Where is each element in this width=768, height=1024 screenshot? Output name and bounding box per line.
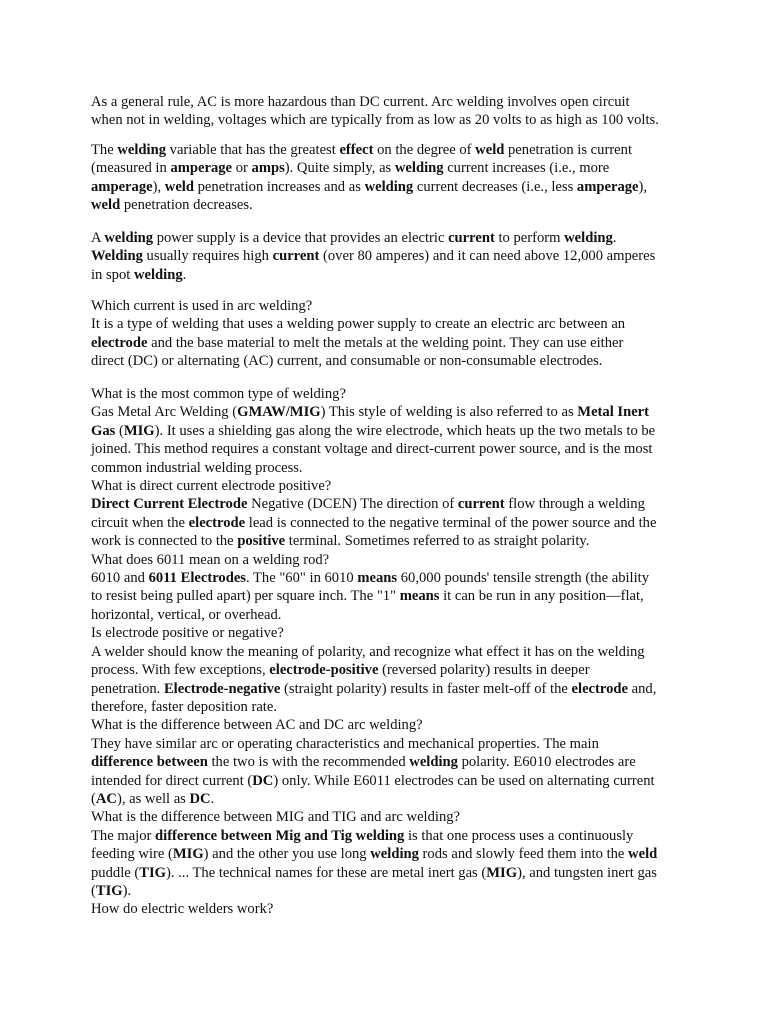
bold-text: MIG <box>486 864 518 881</box>
bold-text: DC <box>189 790 211 807</box>
text-run: . The "60" in 6010 <box>245 570 358 587</box>
text-run: power supply is a device that provides an electric <box>153 230 449 246</box>
text-run: What is the difference between AC and DC arc welding? <box>91 717 423 734</box>
text-run: ) This style of welding is also referred to as <box>320 404 578 421</box>
text-run: Gas Metal Arc Welding ( <box>91 404 238 421</box>
text-line <box>91 459 685 477</box>
text-run: current decreases (i.e., less <box>413 178 577 195</box>
text-run: . <box>182 266 187 283</box>
text-line <box>91 315 685 333</box>
paragraph-ac-hazard <box>91 93 685 130</box>
text-line <box>91 606 685 624</box>
text-line <box>91 385 685 403</box>
bold-text: DC <box>252 772 274 789</box>
text-run: ( <box>91 882 96 899</box>
text-run: penetration is current <box>504 142 633 158</box>
bold-text: Welding <box>91 248 143 265</box>
bold-text: weld <box>475 142 505 158</box>
text-run: (straight polarity) results in faster melt-off of the <box>280 680 572 697</box>
text-run: common industrial welding process. <box>91 459 303 476</box>
bold-text: welding <box>409 754 458 771</box>
text-run: (over 80 amperes) and it can need above 12,000 amperes <box>319 248 656 265</box>
text-run: The <box>91 142 118 158</box>
text-run: . <box>210 790 215 807</box>
text-line <box>91 352 685 370</box>
text-run: ), and tungsten inert gas <box>517 864 657 881</box>
text-line <box>91 753 685 771</box>
text-line <box>91 495 685 513</box>
text-line <box>91 643 685 661</box>
text-line <box>91 440 685 458</box>
text-line <box>91 93 685 111</box>
bold-text: welding <box>133 266 183 283</box>
text-run: it can be run in any position—flat, <box>439 588 644 605</box>
bold-text: amperage <box>576 178 639 195</box>
text-line <box>91 845 685 863</box>
bold-text: weld <box>164 178 194 195</box>
text-line <box>91 178 685 196</box>
text-run: 6010 and <box>91 570 149 587</box>
bold-text: electrode <box>188 514 246 531</box>
bold-text: MIG <box>172 846 204 863</box>
text-run: feeding wire ( <box>91 846 173 863</box>
text-run: It is a type of welding that uses a welding power supply to create an electric arc between an <box>91 316 626 333</box>
text-line <box>91 532 685 550</box>
text-run: The major <box>91 827 156 844</box>
bold-text: means <box>399 588 440 605</box>
text-line <box>91 661 685 679</box>
text-run: ). <box>122 882 132 899</box>
text-run: usually requires high <box>142 248 273 265</box>
bold-text: Direct Current Electrode <box>91 496 248 513</box>
text-run: the two is with the recommended <box>207 754 410 771</box>
bold-text: current <box>457 496 505 513</box>
text-run: puddle ( <box>91 864 140 881</box>
text-line <box>91 403 685 421</box>
text-run: (reversed polarity) results in deeper <box>378 662 590 679</box>
text-line <box>91 551 685 569</box>
bold-text: welding <box>394 160 444 177</box>
text-run: in spot <box>91 266 134 283</box>
paragraph-power-supply <box>91 229 685 284</box>
bold-text: weld <box>628 846 658 863</box>
bold-text: difference between <box>91 754 208 771</box>
text-run: Which current is used in arc welding? <box>91 298 313 314</box>
bold-text: 6011 Electrodes <box>148 570 246 587</box>
text-run: on the degree of <box>373 142 476 158</box>
bold-text: positive <box>237 533 286 550</box>
text-run: flow through a welding <box>504 496 645 513</box>
text-run: direct (DC) or alternating (AC) current, and consumable or non-consumable electrodes. <box>91 353 603 370</box>
text-line <box>91 569 685 587</box>
bold-text: amperage <box>170 160 233 177</box>
text-run: when not in welding, voltages which are typically from as low as 20 volts to as high as 100 volts. <box>91 112 659 129</box>
bold-text: Electrode-negative <box>163 680 281 697</box>
paragraph-arc-welding-current <box>91 297 685 371</box>
bold-text: electrode-positive <box>269 662 379 679</box>
paragraph-faq <box>91 385 685 919</box>
bold-text: TIG <box>95 882 123 899</box>
text-run: ), as well as <box>116 790 190 807</box>
bold-text: effect <box>339 142 374 158</box>
bold-text: difference between Mig and Tig welding <box>155 827 405 844</box>
text-line <box>91 196 685 214</box>
text-line <box>91 698 685 716</box>
bold-text: Gas <box>91 422 116 439</box>
text-run: ) and the other you use long <box>203 846 371 863</box>
bold-text: MIG <box>123 422 155 439</box>
text-run: ). It uses a shielding gas along the wire electrode, which heats up the two metals to be <box>154 422 656 439</box>
text-line <box>91 477 685 495</box>
text-run: intended for direct current ( <box>91 772 253 789</box>
text-line <box>91 735 685 753</box>
text-run: What is the difference between MIG and TIG and arc welding? <box>91 809 461 826</box>
text-run: joined. This method requires a constant voltage and direct-current power source, and is the most <box>91 441 653 458</box>
text-line <box>91 297 685 315</box>
text-line <box>91 587 685 605</box>
text-run: penetration. <box>91 680 164 697</box>
text-run: ), <box>638 178 648 195</box>
bold-text: amps <box>251 160 285 177</box>
text-line <box>91 422 685 440</box>
text-run: . <box>612 230 617 246</box>
text-run: 60,000 pounds' tensile strength (the ability <box>397 570 649 587</box>
text-line <box>91 229 685 247</box>
text-line <box>91 111 685 129</box>
bold-text: weld <box>91 197 121 214</box>
bold-text: electrode <box>91 334 148 351</box>
text-line <box>91 624 685 642</box>
text-run: Is electrode positive or negative? <box>91 625 284 642</box>
text-run: process. With few exceptions, <box>91 662 270 679</box>
text-line <box>91 141 685 159</box>
text-line <box>91 514 685 532</box>
text-run: rods and slowly feed them into the <box>418 846 629 863</box>
text-run: horizontal, vertical, or overhead. <box>91 606 282 623</box>
bold-text: welding <box>564 230 613 246</box>
text-run: penetration decreases. <box>120 197 253 214</box>
text-run: variable that has the greatest <box>166 142 340 158</box>
text-run: work is connected to the <box>91 533 238 550</box>
text-run: therefore, faster deposition rate. <box>91 698 277 715</box>
text-run: circuit when the <box>91 514 189 531</box>
bold-text: current <box>272 248 320 265</box>
text-line <box>91 334 685 352</box>
text-run: ) only. While E6011 electrodes can be used on alternating current <box>273 772 655 789</box>
text-run: They have similar arc or operating characteristics and mechanical properties. The main <box>91 735 599 752</box>
text-run: What does 6011 mean on a welding rod? <box>91 551 330 568</box>
text-line <box>91 882 685 900</box>
bold-text: welding <box>364 178 414 195</box>
bold-text: AC <box>95 790 117 807</box>
bold-text: TIG <box>139 864 166 881</box>
text-run: to perform <box>494 230 565 246</box>
text-line <box>91 900 685 918</box>
text-line <box>91 247 685 265</box>
text-run: ( <box>115 422 124 439</box>
text-run: terminal. Sometimes referred to as straight polarity. <box>285 533 590 550</box>
text-line <box>91 680 685 698</box>
text-line <box>91 790 685 808</box>
text-line <box>91 266 685 284</box>
paragraph-weld-penetration <box>91 141 685 215</box>
bold-text: amperage <box>91 178 153 195</box>
text-run: ). Quite simply, as <box>284 160 395 177</box>
bold-text: GMAW/MIG <box>237 404 321 421</box>
text-run: ). ... The technical names for these are metal inert gas ( <box>166 864 487 881</box>
bold-text: current <box>448 230 495 246</box>
text-run: or <box>232 160 252 177</box>
text-run: and, <box>627 680 657 697</box>
text-line <box>91 827 685 845</box>
text-run: ( <box>91 790 96 807</box>
bold-text: welding <box>117 142 166 158</box>
text-line <box>91 159 685 177</box>
text-run: polarity. E6010 electrodes are <box>457 754 636 771</box>
text-run: (measured in <box>91 160 171 177</box>
text-run: A welder should know the meaning of polarity, and recognize what effect it has on the welding <box>91 643 645 660</box>
text-line <box>91 808 685 826</box>
text-run: What is the most common type of welding? <box>91 386 346 402</box>
text-line <box>91 864 685 882</box>
text-run: penetration increases and as <box>193 178 365 195</box>
text-run: and the base material to melt the metals at the welding point. They can use either <box>147 334 624 351</box>
text-run: What is direct current electrode positive? <box>91 478 332 495</box>
text-line <box>91 772 685 790</box>
text-run: is that one process uses a continuously <box>404 827 634 844</box>
text-run: Negative (DCEN) The direction of <box>247 496 458 513</box>
text-run: A <box>91 230 105 246</box>
text-run: to resist being pulled apart) per square inch. The "1" <box>91 588 400 605</box>
bold-text: electrode <box>571 680 628 697</box>
text-line <box>91 716 685 734</box>
bold-text: Metal Inert <box>577 404 650 421</box>
text-run: lead is connected to the negative terminal of the power source and the <box>245 514 657 531</box>
text-run: ), <box>152 178 165 195</box>
bold-text: means <box>357 570 398 587</box>
text-run: As a general rule, AC is more hazardous than DC current. Arc welding involves open circuit <box>91 94 630 110</box>
text-run: How do electric welders work? <box>91 901 274 918</box>
bold-text: welding <box>104 230 154 246</box>
bold-text: welding <box>370 846 419 863</box>
text-run: current increases (i.e., more <box>443 160 610 177</box>
